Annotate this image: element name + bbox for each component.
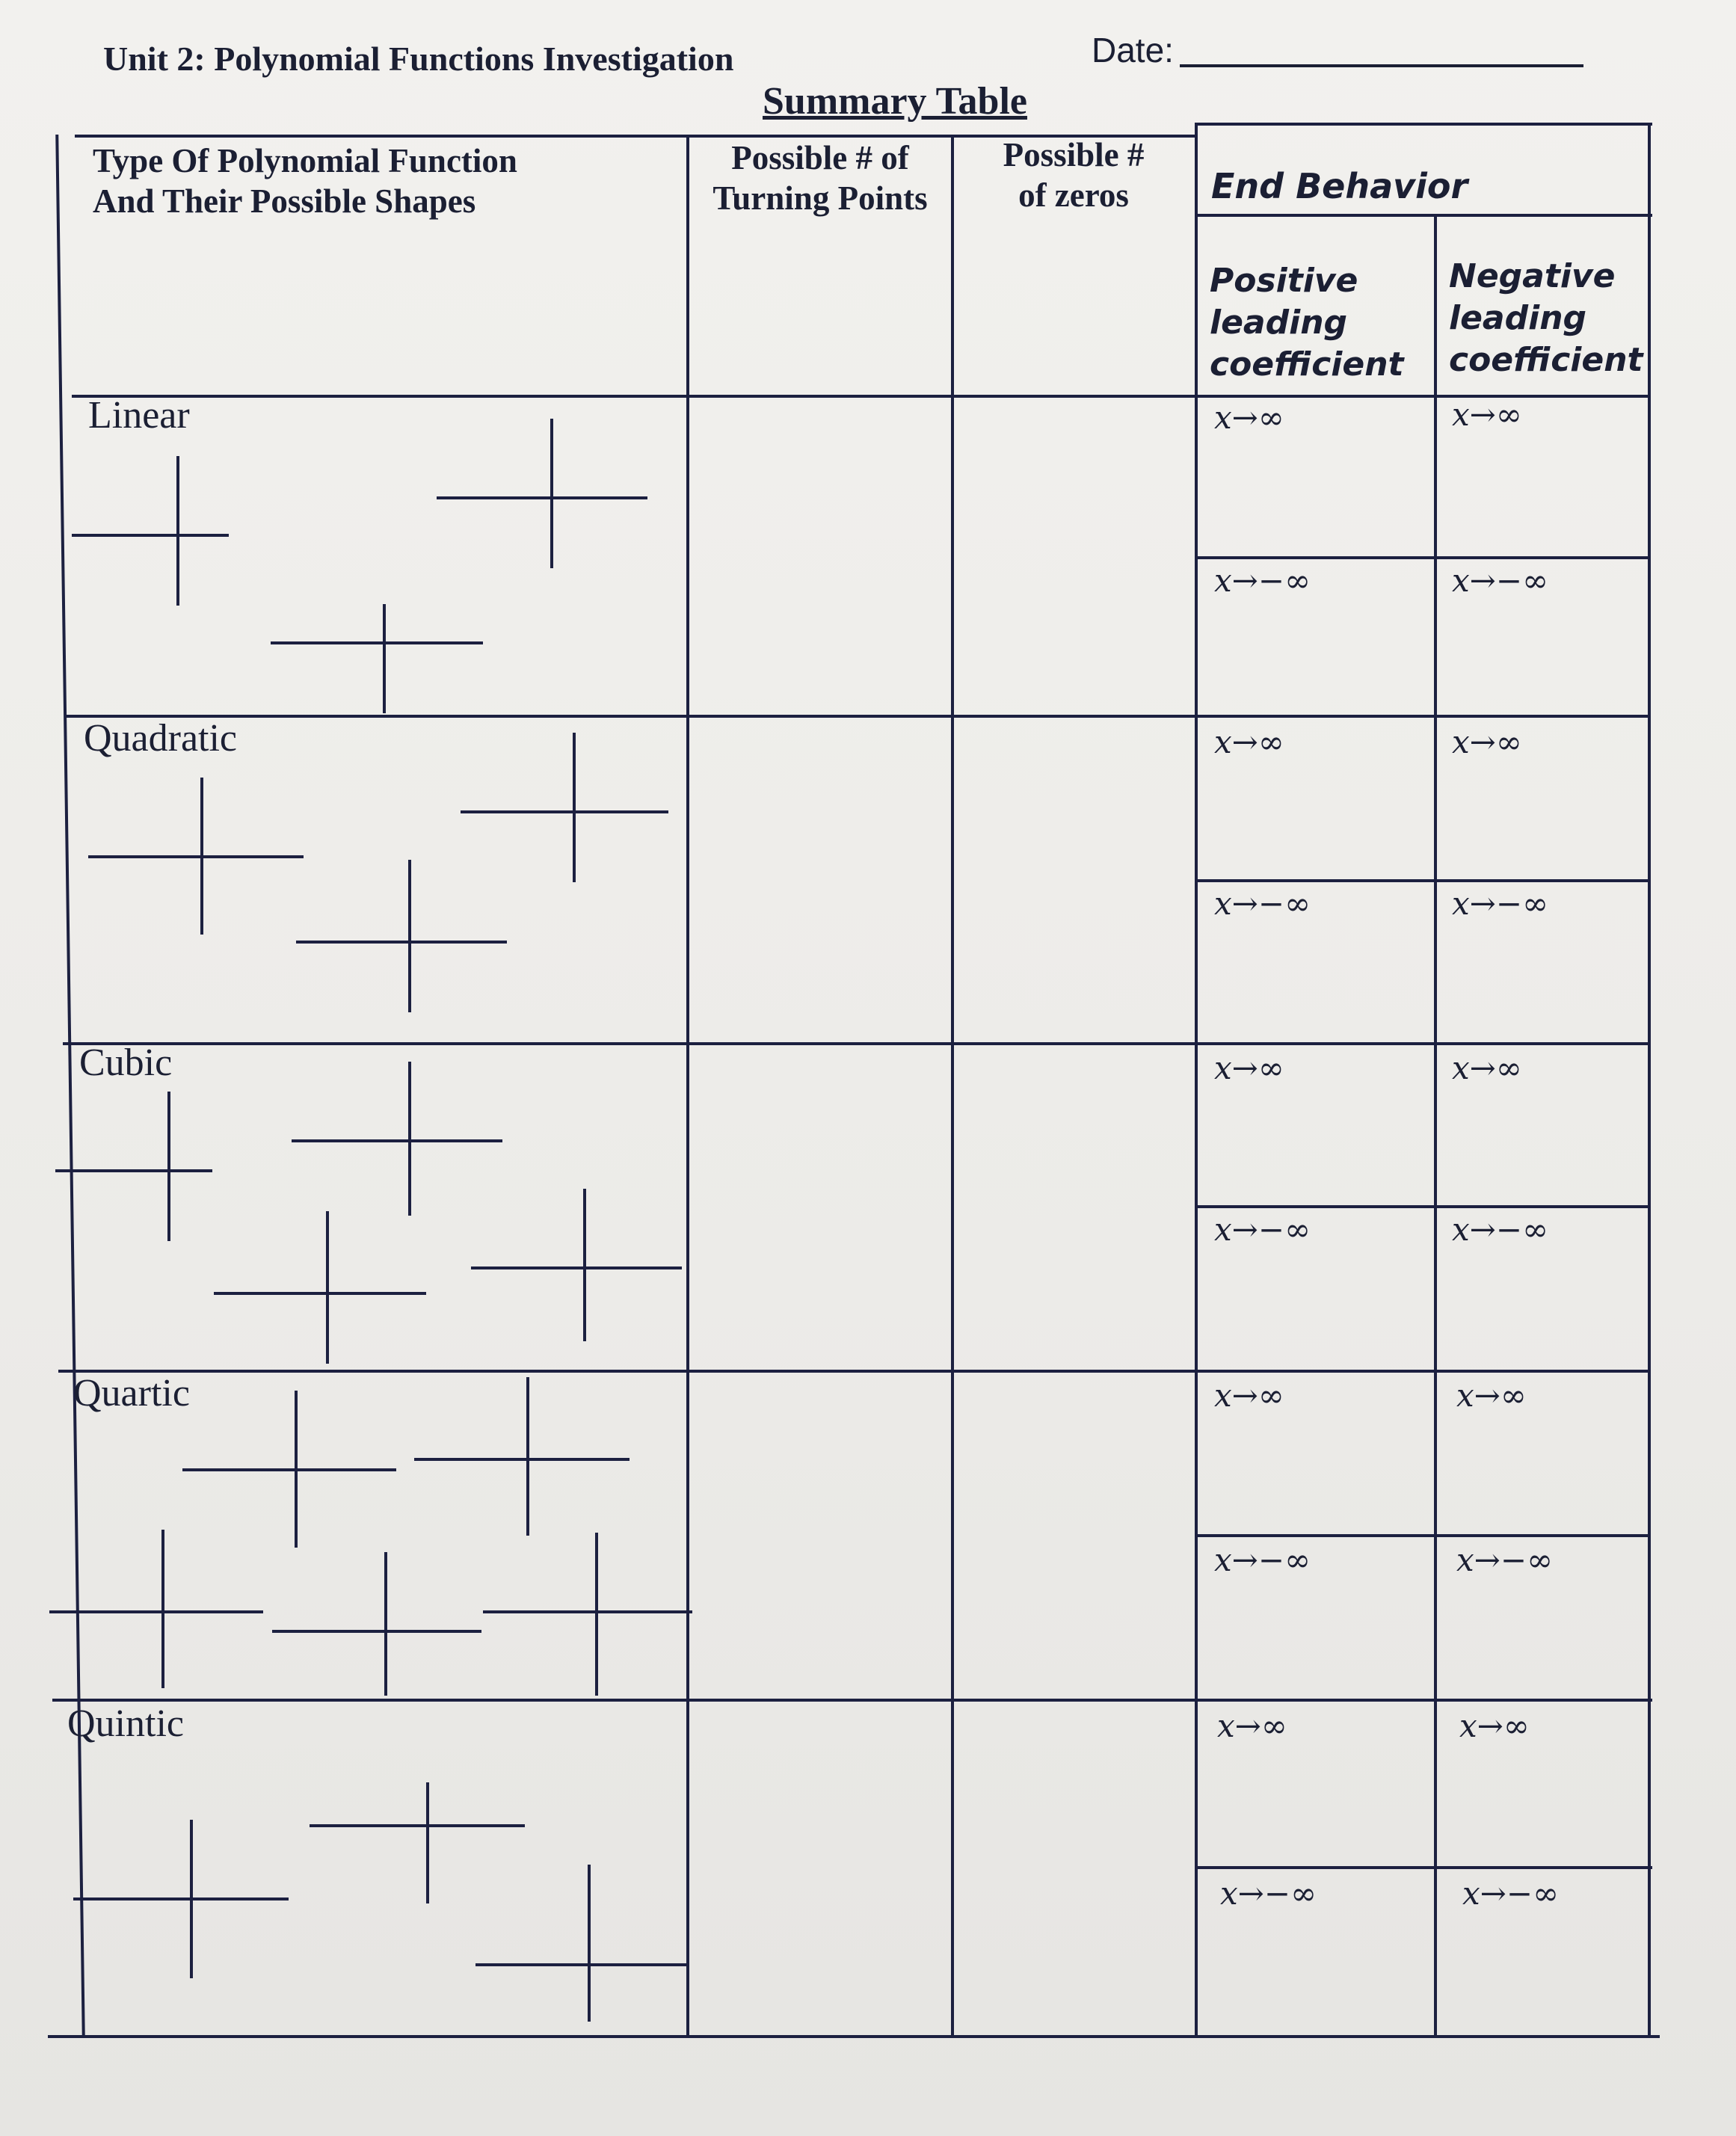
quintic-axes-3[interactable] (475, 1865, 688, 2022)
row-label-linear: Linear (88, 394, 190, 437)
row-divider-cubic (58, 1370, 1651, 1373)
date-field[interactable] (1092, 30, 1583, 70)
negative-line3: coefficient (1449, 341, 1643, 379)
column-divider-4 (1434, 215, 1437, 2037)
eb-mid-quartic (1195, 1534, 1651, 1537)
date-label: Date: (1092, 31, 1174, 70)
negative-line2: leading (1449, 299, 1587, 337)
cubic-neg-limit-inf: x→∞ (1452, 1050, 1522, 1086)
row-label-cubic: Cubic (79, 1041, 173, 1084)
table-border-right (1648, 123, 1651, 2037)
quadratic-pos-limit-inf: x→∞ (1214, 724, 1284, 760)
quintic-axes-1[interactable] (73, 1820, 289, 1978)
header-negative-leading-coefficient (1449, 256, 1643, 381)
row-label-quadratic: Quadratic (84, 717, 238, 760)
header-type-line2: And Their Possible Shapes (93, 182, 476, 220)
header-type-column (93, 141, 517, 221)
header-turning-line2: Turning Points (712, 179, 928, 217)
table-border-bottom (48, 2035, 1660, 2038)
linear-axes-3[interactable] (271, 604, 483, 713)
eb-mid-linear (1195, 556, 1651, 559)
quartic-axes-4[interactable] (272, 1552, 481, 1696)
linear-pos-limit-inf: x→∞ (1214, 399, 1284, 436)
positive-line1: Positive (1210, 262, 1358, 300)
header-type-line1: Type Of Polynomial Function (93, 142, 517, 179)
negative-line1: Negative (1449, 257, 1616, 295)
quintic-neg-limit-inf: x→∞ (1459, 1708, 1530, 1744)
quadratic-neg-limit-inf: x→∞ (1452, 724, 1522, 760)
header-turning-points-column (689, 138, 951, 218)
end-behavior-subline (1195, 214, 1652, 217)
header-zeros-column (954, 135, 1193, 215)
quadratic-axes-3[interactable] (296, 860, 507, 1012)
linear-axes-1[interactable] (72, 456, 229, 606)
linear-neg-limit-inf: x→∞ (1452, 396, 1522, 433)
quartic-axes-3[interactable] (49, 1530, 263, 1688)
quartic-axes-1[interactable] (182, 1391, 396, 1548)
quartic-axes-5[interactable] (483, 1533, 692, 1696)
quadratic-axes-1[interactable] (88, 778, 304, 935)
header-zeros-line2: of zeros (1018, 176, 1129, 214)
quadratic-neg-limit-neginf: x→−∞ (1452, 885, 1549, 922)
quartic-axes-2[interactable] (414, 1377, 630, 1536)
header-positive-leading-coefficient (1210, 260, 1404, 386)
row-divider-linear (66, 715, 1651, 718)
cubic-neg-limit-neginf: x→−∞ (1452, 1211, 1549, 1248)
header-zeros-line1: Possible # (1003, 136, 1145, 173)
column-divider-3 (1195, 123, 1198, 2037)
quartic-pos-limit-neginf: x→−∞ (1214, 1542, 1311, 1578)
date-blank-line[interactable] (1180, 60, 1583, 67)
summary-table-title: Summary Table (763, 80, 1027, 123)
row-divider-quadratic (63, 1042, 1651, 1045)
linear-axes-2[interactable] (437, 419, 647, 568)
cubic-pos-limit-inf: x→∞ (1214, 1050, 1284, 1086)
table-border-left (55, 135, 85, 2037)
quintic-pos-limit-inf: x→∞ (1217, 1708, 1287, 1744)
row-divider-header (72, 395, 1651, 398)
cubic-axes-4[interactable] (471, 1189, 682, 1341)
row-label-quartic: Quartic (73, 1372, 190, 1415)
header-end-behavior: End Behavior (1211, 166, 1468, 206)
row-label-quintic: Quintic (67, 1702, 184, 1745)
worksheet-title: Unit 2: Polynomial Functions Investigation (103, 40, 734, 78)
header-turning-line1: Possible # of (731, 139, 909, 176)
quartic-neg-limit-neginf: x→−∞ (1456, 1542, 1554, 1578)
cubic-pos-limit-neginf: x→−∞ (1214, 1211, 1311, 1248)
column-divider-1 (686, 135, 689, 2037)
quartic-pos-limit-inf: x→∞ (1214, 1377, 1284, 1414)
eb-mid-quintic (1195, 1866, 1652, 1869)
table-border-top-right (1195, 123, 1652, 126)
quartic-neg-limit-inf: x→∞ (1456, 1377, 1527, 1414)
quintic-neg-limit-neginf: x→−∞ (1462, 1875, 1560, 1912)
quadratic-pos-limit-neginf: x→−∞ (1214, 885, 1311, 922)
cubic-axes-3[interactable] (214, 1211, 426, 1364)
positive-line2: leading (1210, 304, 1348, 342)
eb-mid-cubic (1195, 1205, 1651, 1208)
positive-line3: coefficient (1210, 345, 1404, 384)
cubic-axes-1[interactable] (55, 1092, 212, 1241)
row-divider-quartic (52, 1699, 1652, 1702)
quintic-pos-limit-neginf: x→−∞ (1220, 1875, 1317, 1912)
column-divider-2 (951, 135, 954, 2037)
linear-neg-limit-neginf: x→−∞ (1452, 562, 1549, 599)
eb-mid-quadratic (1195, 879, 1651, 882)
linear-pos-limit-neginf: x→−∞ (1214, 562, 1311, 599)
